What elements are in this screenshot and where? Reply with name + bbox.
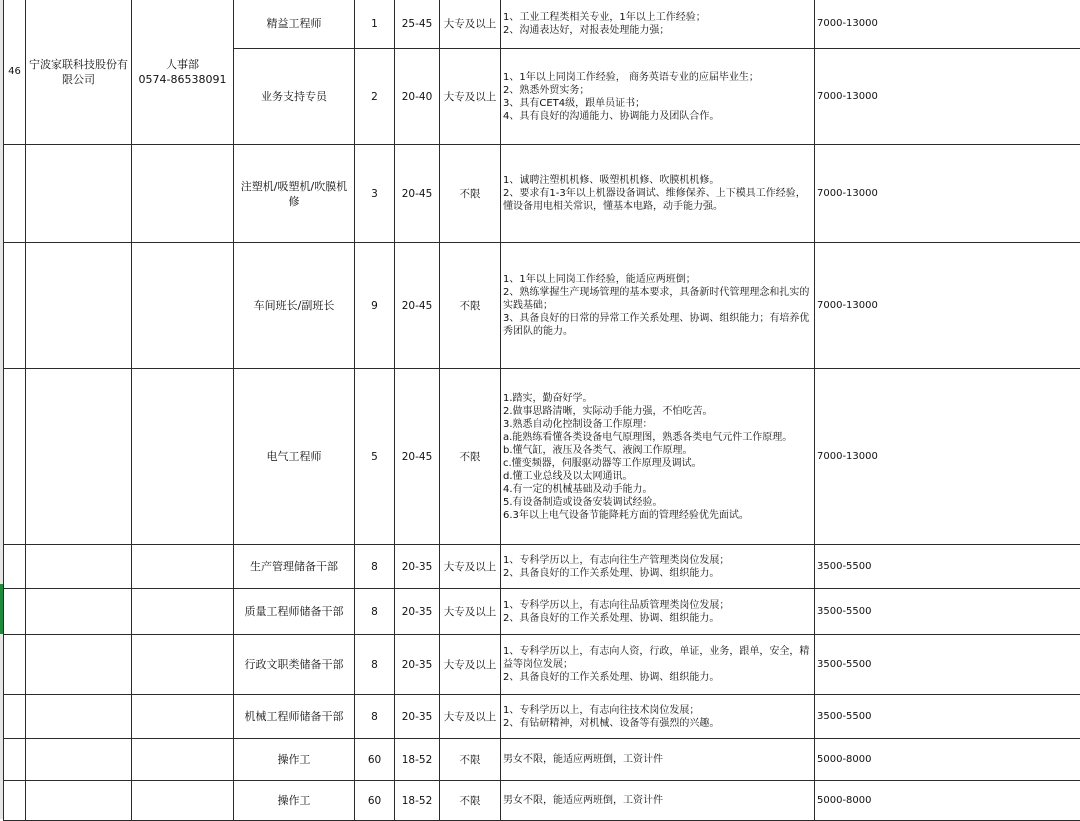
headcount: 8: [355, 545, 395, 589]
company-cell: [26, 369, 132, 545]
age-range: 20-35: [395, 545, 440, 589]
company-cell: [26, 739, 132, 781]
requirement-line: 3、具有CET4级，跟单员证书；: [503, 97, 812, 110]
salary-range: 7000-13000: [815, 145, 1080, 243]
requirement-line: 2.做事思路清晰，实际动手能力强，不怕吃苦。: [503, 405, 812, 418]
requirement-line: 男女不限，能适应两班倒，工资计件: [503, 753, 812, 766]
requirement-line: 1、工业工程类相关专业，1年以上工作经验；: [503, 11, 812, 24]
table-row: [4, 369, 1080, 545]
contact-cell: [132, 145, 234, 243]
requirement-line: a.能熟练看懂各类设备电气原理图，熟悉各类电气元件工作原理。: [503, 431, 812, 444]
job-table: [3, 0, 1080, 821]
salary-range: 7000-13000: [815, 243, 1080, 369]
age-range: 25-45: [395, 0, 440, 49]
age-range: 20-45: [395, 243, 440, 369]
age-range: 20-45: [395, 369, 440, 545]
education-level: 大专及以上: [440, 635, 501, 695]
company-cell: [26, 545, 132, 589]
salary-range: 3500-5500: [815, 545, 1080, 589]
position-name: 电气工程师: [234, 369, 355, 545]
requirement-line: 1.踏实，勤奋好学。: [503, 392, 812, 405]
requirement-line: 3.熟悉自动化控制设备工作原理：: [503, 418, 812, 431]
phone-number: 0574-86538091: [134, 72, 231, 87]
position-name: 精益工程师: [234, 0, 355, 49]
age-range: 20-35: [395, 589, 440, 635]
headcount: 8: [355, 695, 395, 739]
index-cell: [4, 589, 26, 635]
index-cell: [4, 369, 26, 545]
requirement-line: d.懂工业总线及以太网通讯。: [503, 470, 812, 483]
company-index: 46: [4, 0, 26, 145]
company-cell: [26, 781, 132, 821]
education-level: 大专及以上: [440, 545, 501, 589]
age-range: 20-45: [395, 145, 440, 243]
index-cell: [4, 145, 26, 243]
position-name: 操作工: [234, 781, 355, 821]
age-range: 18-52: [395, 781, 440, 821]
age-range: 20-35: [395, 695, 440, 739]
contact-cell: [132, 635, 234, 695]
position-name: 业务支持专员: [234, 49, 355, 145]
index-cell: [4, 635, 26, 695]
headcount: 60: [355, 739, 395, 781]
contact-cell: [132, 695, 234, 739]
position-name: 注塑机/吸塑机/吹膜机修: [234, 145, 355, 243]
company-cell: [26, 589, 132, 635]
requirement-line: 1、专科学历以上，有志向往生产管理类岗位发展；: [503, 554, 812, 567]
position-name: 生产管理储备干部: [234, 545, 355, 589]
requirement-line: 男女不限，能适应两班倒，工资计件: [503, 794, 812, 807]
table-row: [4, 781, 1080, 821]
age-range: 18-52: [395, 739, 440, 781]
headcount: 5: [355, 369, 395, 545]
age-range: 20-40: [395, 49, 440, 145]
education-level: 不限: [440, 781, 501, 821]
position-name: 操作工: [234, 739, 355, 781]
headcount: 9: [355, 243, 395, 369]
requirements-cell: [501, 695, 815, 739]
requirements-cell: [501, 739, 815, 781]
table-row: [4, 635, 1080, 695]
department-label: 人事部: [134, 57, 231, 72]
education-level: 不限: [440, 243, 501, 369]
headcount: 60: [355, 781, 395, 821]
education-level: 大专及以上: [440, 0, 501, 49]
position-name: 机械工程师储备干部: [234, 695, 355, 739]
table-row: [4, 145, 1080, 243]
table-row: [4, 589, 1080, 635]
requirements-cell: [501, 49, 815, 145]
contact-cell: [132, 781, 234, 821]
education-level: 不限: [440, 145, 501, 243]
index-cell: [4, 695, 26, 739]
requirement-line: c.懂变频器，伺服驱动器等工作原理及调试。: [503, 457, 812, 470]
contact-cell: [132, 545, 234, 589]
table-row: [4, 243, 1080, 369]
requirement-line: 2、具备良好的工作关系处理、协调、组织能力。: [503, 612, 812, 625]
table-row: [4, 545, 1080, 589]
company-cell: [26, 695, 132, 739]
salary-range: 3500-5500: [815, 589, 1080, 635]
education-level: 大专及以上: [440, 695, 501, 739]
salary-range: 3500-5500: [815, 635, 1080, 695]
requirement-line: 2、具备良好的工作关系处理、协调、组织能力。: [503, 567, 812, 580]
salary-range: 5000-8000: [815, 739, 1080, 781]
table-row: [4, 0, 1080, 49]
headcount: 1: [355, 0, 395, 49]
requirement-line: 2、熟悉外贸实务；: [503, 84, 812, 97]
headcount: 8: [355, 635, 395, 695]
requirements-cell: [501, 145, 815, 243]
requirement-line: 1、1年以上同岗工作经验，能适应两班倒；: [503, 273, 812, 286]
education-level: 大专及以上: [440, 589, 501, 635]
position-name: 行政文职类储备干部: [234, 635, 355, 695]
requirement-line: 5.有设备制造或设备安装调试经验。: [503, 496, 812, 509]
requirements-cell: [501, 0, 815, 49]
contact-cell: [132, 0, 234, 145]
education-level: 不限: [440, 369, 501, 545]
company-cell: [26, 243, 132, 369]
requirement-line: 4.有一定的机械基础及动手能力。: [503, 483, 812, 496]
salary-range: 7000-13000: [815, 0, 1080, 49]
requirements-cell: [501, 369, 815, 545]
requirement-line: 2、熟练掌握生产现场管理的基本要求，具备新时代管理理念和扎实的实践基础；: [503, 286, 812, 312]
requirement-line: 3、具备良好的日常的异常工作关系处理、协调、组织能力；有培养优秀团队的能力。: [503, 312, 812, 338]
index-cell: [4, 739, 26, 781]
requirement-line: 2、有钻研精神，对机械、设备等有强烈的兴趣。: [503, 717, 812, 730]
requirement-line: b.懂气缸，液压及各类气、液阀工作原理。: [503, 444, 812, 457]
education-level: 不限: [440, 739, 501, 781]
requirements-cell: [501, 635, 815, 695]
contact-cell: [132, 369, 234, 545]
headcount: 8: [355, 589, 395, 635]
salary-range: 3500-5500: [815, 695, 1080, 739]
requirement-line: 6.3年以上电气设备节能降耗方面的管理经验优先面试。: [503, 509, 812, 522]
company-name: 宁波家联科技股份有限公司: [26, 0, 132, 145]
index-cell: [4, 243, 26, 369]
age-range: 20-35: [395, 635, 440, 695]
table-row: [4, 695, 1080, 739]
salary-range: 7000-13000: [815, 49, 1080, 145]
requirements-cell: [501, 545, 815, 589]
requirement-line: 1、1年以上同岗工作经验， 商务英语专业的应届毕业生；: [503, 71, 812, 84]
contact-cell: [132, 243, 234, 369]
position-name: 质量工程师储备干部: [234, 589, 355, 635]
education-level: 大专及以上: [440, 49, 501, 145]
requirement-line: 2、沟通表达好，对报表处理能力强；: [503, 24, 812, 37]
requirement-line: 2、要求有1-3年以上机器设备调试、维修保养、上下模具工作经验，懂设备用电相关常识，懂基本电路，动手能力强。: [503, 187, 812, 213]
headcount: 3: [355, 145, 395, 243]
index-cell: [4, 545, 26, 589]
table-body: [4, 0, 1080, 821]
salary-range: 7000-13000: [815, 369, 1080, 545]
contact-cell: [132, 739, 234, 781]
company-cell: [26, 635, 132, 695]
index-cell: [4, 781, 26, 821]
requirements-cell: [501, 589, 815, 635]
requirement-line: 1、专科学历以上，有志向人资，行政，单证，业务，跟单，安全，精益等岗位发展；: [503, 645, 812, 671]
requirement-line: 1、诚聘注塑机机修、吸塑机机修、吹膜机机修。: [503, 174, 812, 187]
company-cell: [26, 145, 132, 243]
requirement-line: 1、专科学历以上，有志向往技术岗位发展；: [503, 704, 812, 717]
salary-range: 5000-8000: [815, 781, 1080, 821]
requirement-line: 2、具备良好的工作关系处理、协调、组织能力。: [503, 671, 812, 684]
requirement-line: 4、具有良好的沟通能力、协调能力及团队合作。: [503, 110, 812, 123]
requirement-line: 1、专科学历以上，有志向往品质管理类岗位发展；: [503, 599, 812, 612]
headcount: 2: [355, 49, 395, 145]
requirements-cell: [501, 781, 815, 821]
requirements-cell: [501, 243, 815, 369]
contact-cell: [132, 589, 234, 635]
position-name: 车间班长/副班长: [234, 243, 355, 369]
table-row: [4, 739, 1080, 781]
